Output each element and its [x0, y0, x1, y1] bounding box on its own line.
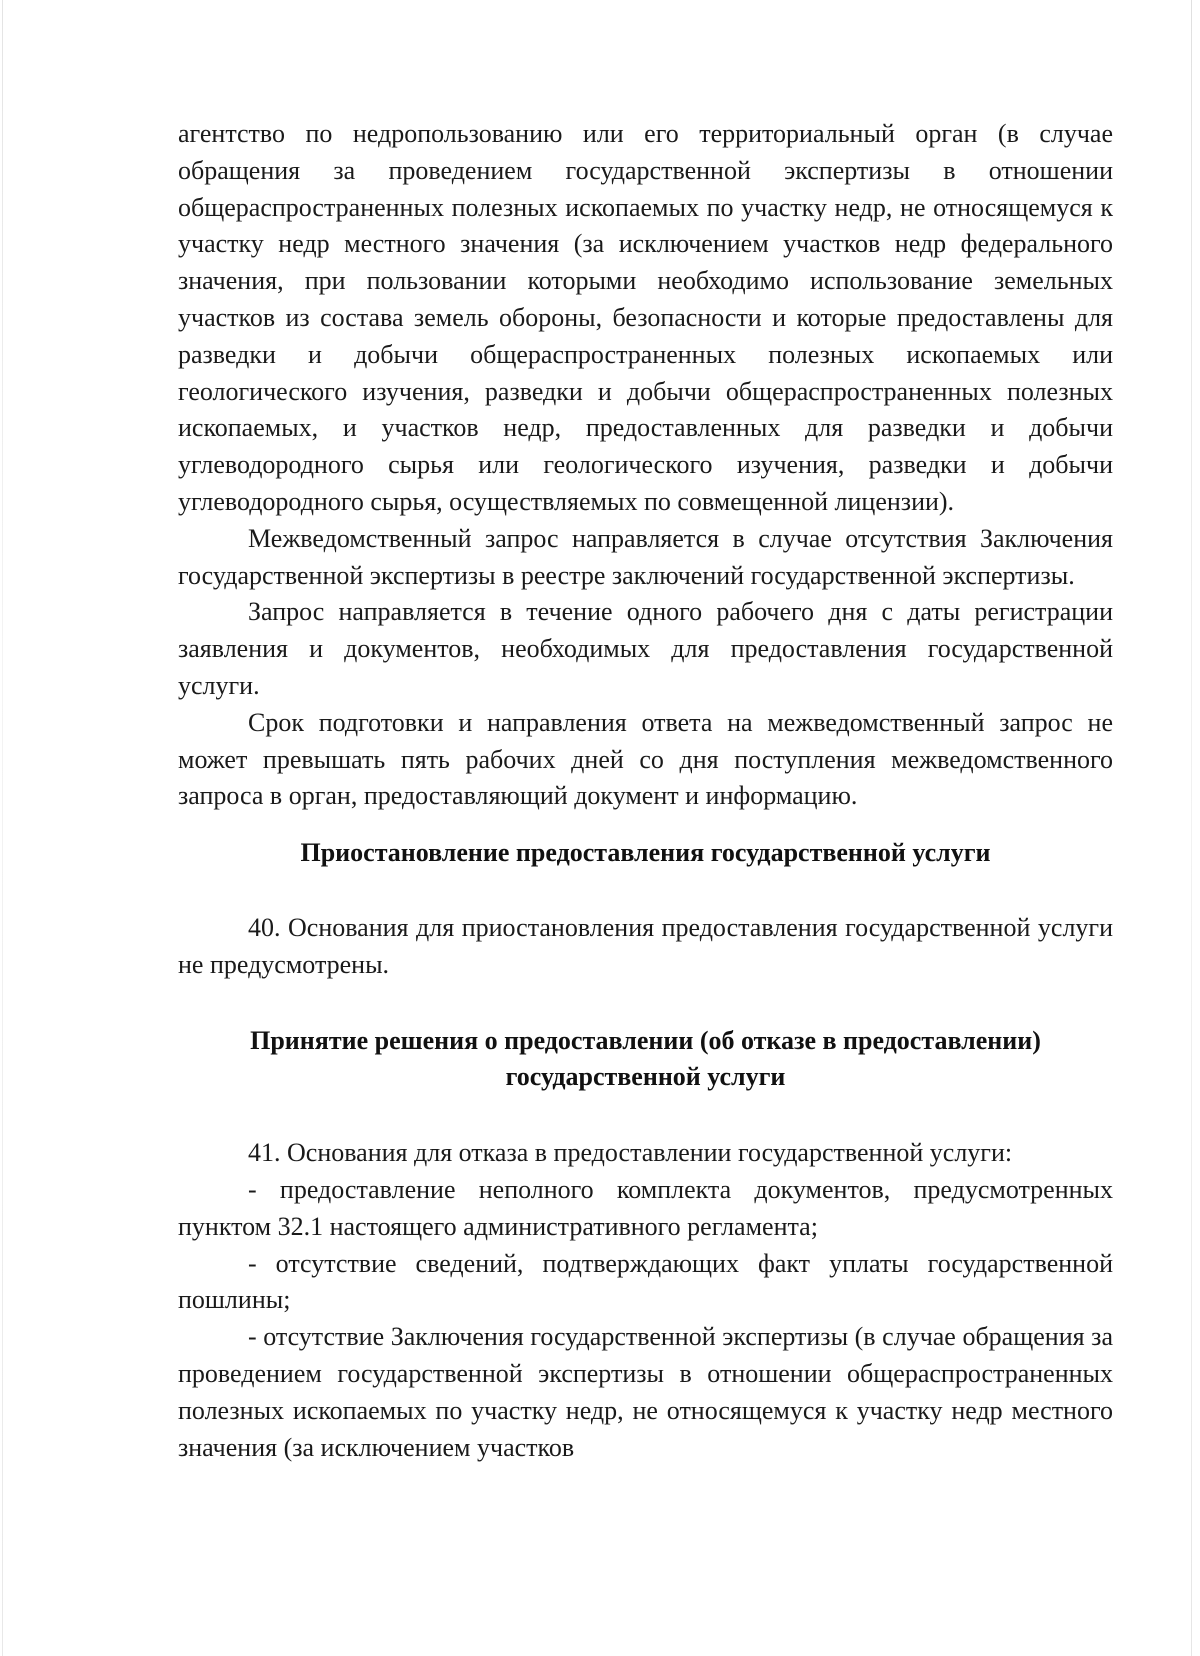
scan-edge-left [2, 0, 3, 1656]
bullet-no-fee-payment: - отсутствие сведений, подтверждающих факт уплаты государственной пошлины; [178, 1248, 1113, 1315]
heading-suspension: Приостановление предоставления государственной услуги [300, 838, 991, 868]
bullet-incomplete-documents: - предоставление неполного комплекта документов, предусмотренных пунктом 32.1 настоящего административного регламента; [178, 1174, 1113, 1241]
scan-edge-right [1191, 0, 1192, 1656]
paragraph-response-deadline: Срок подготовки и направления ответа на межведомственный запрос не может превышать пять рабочих дней со дня поступления межведомственного запроса в орган, предоставляющий документ и информацию. [178, 707, 1113, 811]
heading-decision [178, 1023, 1113, 1097]
paragraph-41: 41. Основания для отказа в предоставлении государственной услуги: [248, 1138, 1013, 1168]
document-body [178, 116, 1113, 1466]
paragraph-request-timing: Запрос направляется в течение одного рабочего дня с даты регистрации заявления и документов, необходимых для предоставления государственной услуги. [178, 597, 1113, 700]
paragraph-continuation: агентство по недропользованию или его территориальный орган (в случае обращения за проведением государственной экспертизы в отношении общераспространенных полезных ископаемых по участку недр, не относящемуся к участку недр местного значения (за исключением участков недр федерального значения, при пользовании которыми необходимо использование земельных участков из состава земель обороны, безопасности и которые предоставлены для разведки и добычи общераспространенных полезных ископаемых или геологического изучения, разведки и добычи общераспространенных полезных ископаемых, и участков недр, предоставленных для разведки и добычи углеводородного сырья или геологического изучения, разведки и добычи углеводородного сырья, осуществляемых по совмещенной лицензии). [178, 119, 1113, 516]
heading-decision-line1: Принятие решения о предоставлении (об отказе в предоставлении) [250, 1025, 1041, 1055]
paragraph-40: 40. Основания для приостановления предоставления государственной услуги не предусмотрены. [178, 912, 1113, 979]
heading-decision-line2: государственной услуги [505, 1062, 786, 1092]
bullet-no-expertise-conclusion: - отсутствие Заключения государственной экспертизы (в случае обращения за проведением государственной экспертизы в отношении общераспространенных полезных ископаемых по участку недр, не относящемуся к участку недр местного значения (за исключением участков [178, 1322, 1113, 1462]
paragraph-interagency-request: Межведомственный запрос направляется в случае отсутствия Заключения государственной экспертизы в реестре заключений государственной экспертизы. [178, 523, 1113, 590]
